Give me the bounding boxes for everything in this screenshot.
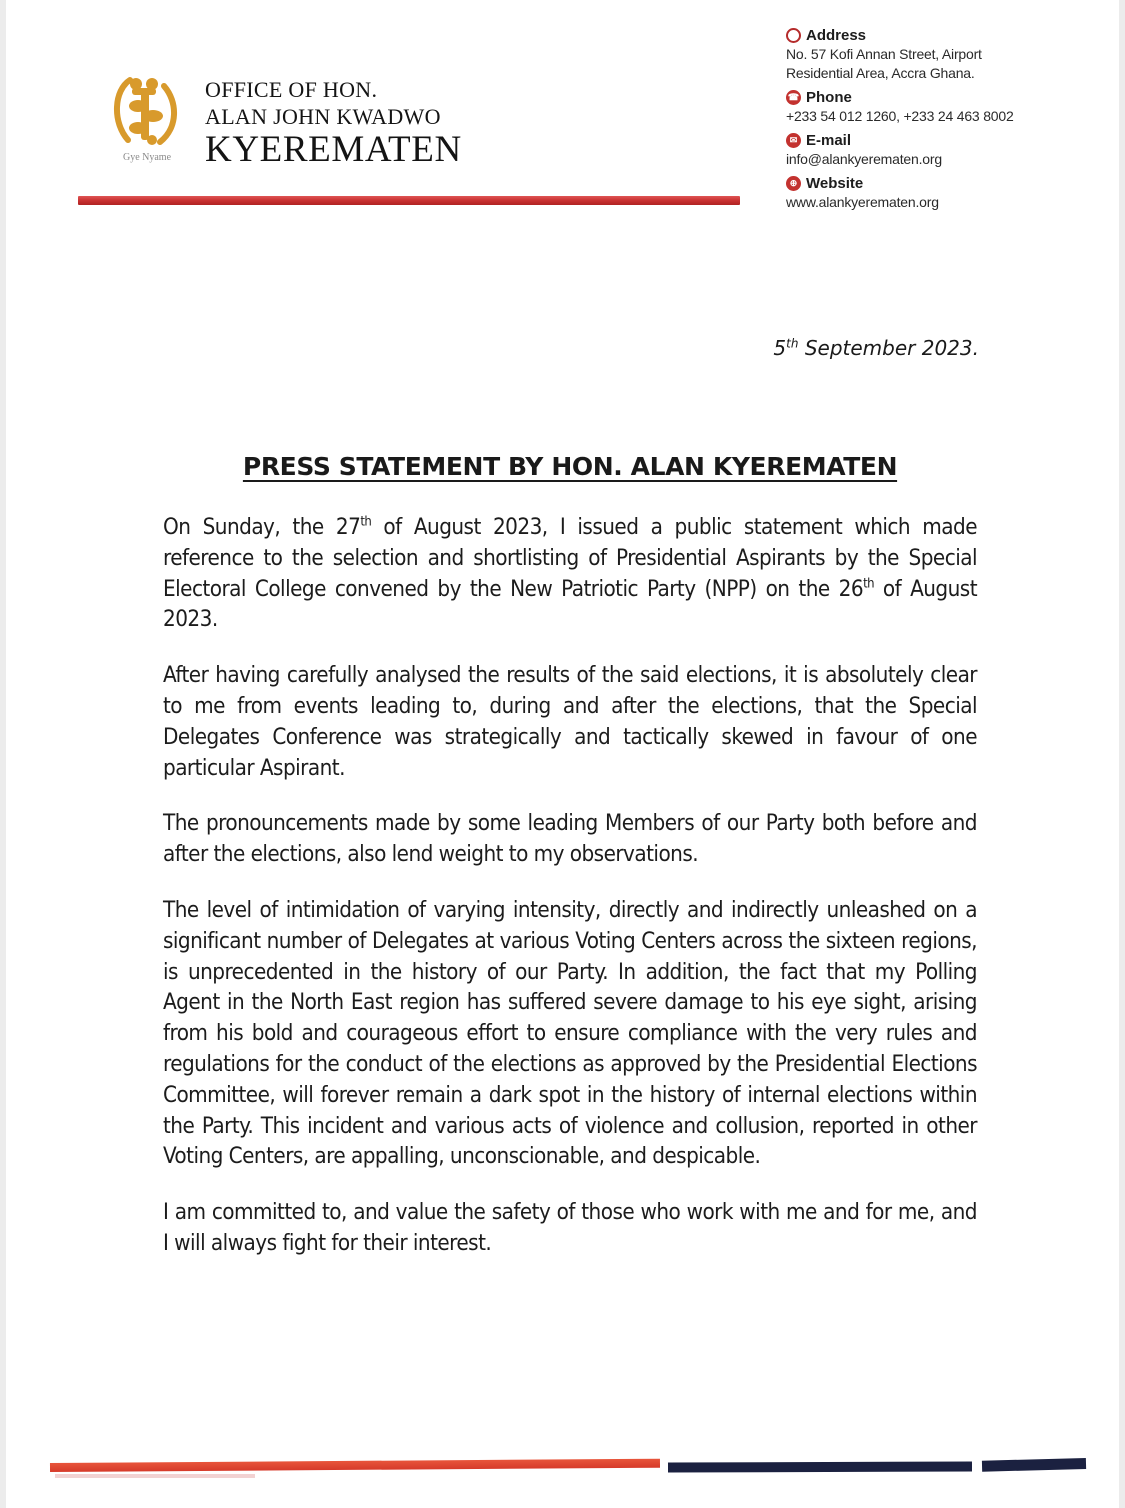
office-title: [205, 76, 462, 170]
p1-sup-a: th: [360, 514, 372, 530]
contact-website-label: Website: [806, 175, 864, 192]
footer-red-bar-shadow: [55, 1474, 255, 1478]
p1-part-c: of August 2023.: [163, 575, 978, 633]
date-rest: September 2023.: [798, 336, 979, 360]
office-title-line-3: KYEREMATEN: [205, 129, 462, 170]
contact-email-label: E-mail: [806, 132, 852, 149]
contact-website: [786, 174, 1086, 212]
paragraph-4: The level of intimidation of varying intensity, directly and indirectly unleashed on a significant number of Delegates at various Voting Centers across the sixteen regions, is unprecedented in the history of our Party. In addition, the fact that my Polling Agent in the North East region has suffered severe damage to his eye sight, arising from his bold and courageous effort to ensure compliance with the very rules and regulations for the conduct of the elections as approved by the Presidential Elections Committee, will forever remain a dark spot in the history of internal elections within the Party. This incident and various acts of violence and collusion, reported in other Voting Centers, are appalling, unconscionable, and despicable.: [163, 896, 977, 1170]
contact-address-line-2: Residential Area, Accra Ghana.: [786, 65, 975, 81]
p1-part-a: On Sunday, the 27: [163, 514, 361, 540]
footer-red-bar: [50, 1459, 660, 1472]
contact-address: [786, 26, 1086, 83]
statement-date: [773, 336, 979, 360]
date-day: 5: [773, 336, 787, 360]
paragraph-3: The pronouncements made by some leading Members of our Party both before and after the elections, also lend weight to my observations.: [163, 810, 977, 868]
paragraph-2: After having carefully analysed the results of the said elections, it is absolutely clear to me from events leading to, during and after the elections, that the Special Delegates Conference was strategically and tactically skewed in favour of one particular Aspirant.: [163, 662, 977, 781]
phone-icon: ☎: [786, 90, 801, 105]
paragraph-5: I am committed to, and value the safety of those who work with me and for me, and I will always fight for their interest.: [163, 1199, 977, 1256]
date-suffix: th: [786, 336, 799, 351]
header-divider: [78, 196, 740, 205]
contact-email-value[interactable]: info@alankyerematen.org: [786, 151, 942, 167]
contact-phone-value: +233 54 012 1260, +233 24 463 8002: [786, 108, 1014, 124]
press-statement-title-text: PRESS STATEMENT BY HON. ALAN KYEREMATEN: [242, 452, 898, 481]
p1-sup-b: th: [863, 576, 874, 592]
logo-caption: Gye Nyame: [122, 152, 172, 163]
office-title-line-2: ALAN JOHN KWADWO: [205, 104, 441, 129]
office-title-line-1: OFFICE OF HON.: [205, 77, 378, 102]
page-edge-right: [1119, 0, 1125, 1508]
contact-phone: [786, 88, 1086, 126]
email-icon: ✉: [786, 133, 801, 148]
contact-address-label: Address: [806, 27, 867, 44]
contact-block: [786, 26, 1086, 217]
p1-part-b: of August 2023, I issued a public statement which made reference to the selection and shortlisting of Presidential Aspirants by the Special Electoral College convened by the New Patriotic Party (NPP) on the 26: [163, 514, 977, 602]
statement-body: [163, 512, 977, 1284]
press-statement-title: [0, 452, 1125, 481]
page-edge-left: [0, 0, 6, 1508]
contact-address-line-1: No. 57 Kofi Annan Street, Airport: [786, 46, 982, 62]
contact-website-value[interactable]: www.alankyerematen.org: [786, 194, 939, 210]
globe-icon: ⊕: [786, 176, 801, 191]
location-icon: [786, 28, 801, 43]
contact-email: [786, 131, 1086, 169]
paragraph-1: [163, 512, 977, 635]
footer-navy-bar-2: [982, 1458, 1086, 1472]
footer-navy-bar-1: [668, 1461, 972, 1472]
contact-phone-label: Phone: [806, 89, 852, 106]
